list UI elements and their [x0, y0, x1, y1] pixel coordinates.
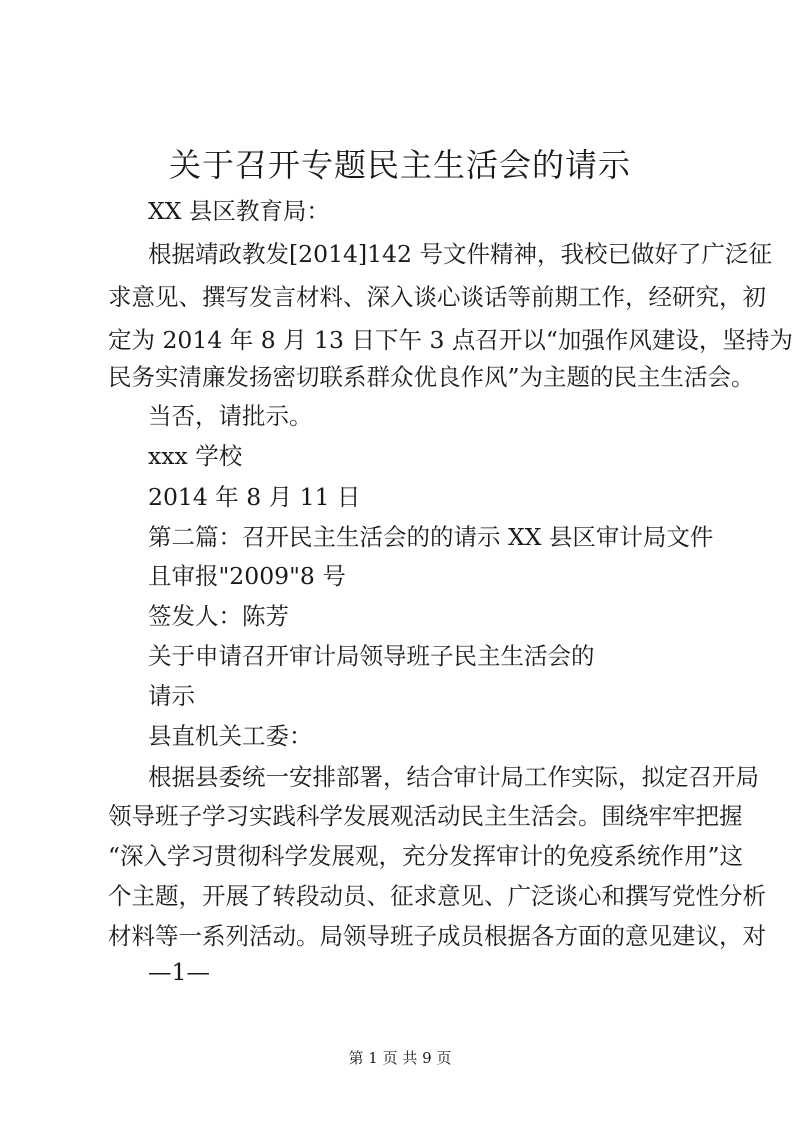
- subtitle-line: 关于申请召开审计局领导班子民主生活会的: [148, 642, 595, 670]
- paragraph-line: 根据靖政教发[2014]142 号文件精神，我校已做好了广泛征: [148, 240, 772, 268]
- subtitle-line: 请示: [148, 682, 195, 710]
- addressee-line: 县直机关工委：: [148, 722, 313, 750]
- document-number-line: 且审报"2009"8 号: [148, 562, 346, 590]
- paragraph-line: “深入学习贯彻科学发展观，充分发挥审计的免疫系统作用”这: [108, 842, 744, 870]
- issuer-line: 签发人：陈芳: [148, 602, 289, 630]
- paragraph-line: 个主题，开展了转段动员、征求意见、广泛谈心和撰写党性分析: [108, 882, 766, 910]
- request-line: 当否，请批示。: [148, 402, 313, 430]
- paragraph-line: 定为 2014 年 8 月 13 日下午 3 点召开以“加强作风建设，坚持为: [108, 326, 793, 354]
- page-footer: 第 1 页 共 9 页: [348, 1049, 452, 1067]
- addressee-line: XX 县区教育局：: [148, 197, 330, 225]
- signature-line: xxx 学校: [148, 442, 243, 470]
- date-line: 2014 年 8 月 11 日: [148, 483, 361, 511]
- paragraph-line: 民务实清廉发扬密切联系群众优良作风”为主题的民主生活会。: [108, 363, 755, 391]
- document-title: 关于召开专题民主生活会的请示: [168, 146, 631, 184]
- page-number-mark: —1—: [148, 958, 210, 986]
- section-heading-line: 第二篇：召开民主生活会的的请示 XX 县区审计局文件: [148, 523, 714, 551]
- paragraph-line: 求意见、撰写发言材料、深入谈心谈话等前期工作，经研究，初: [108, 283, 766, 311]
- paragraph-line: 材料等一系列活动。局领导班子成员根据各方面的意见建议，对: [108, 922, 766, 950]
- paragraph-line: 根据县委统一安排部署，结合审计局工作实际，拟定召开局: [148, 763, 759, 791]
- paragraph-line: 领导班子学习实践科学发展观活动民主生活会。围绕牢牢把握: [108, 802, 743, 830]
